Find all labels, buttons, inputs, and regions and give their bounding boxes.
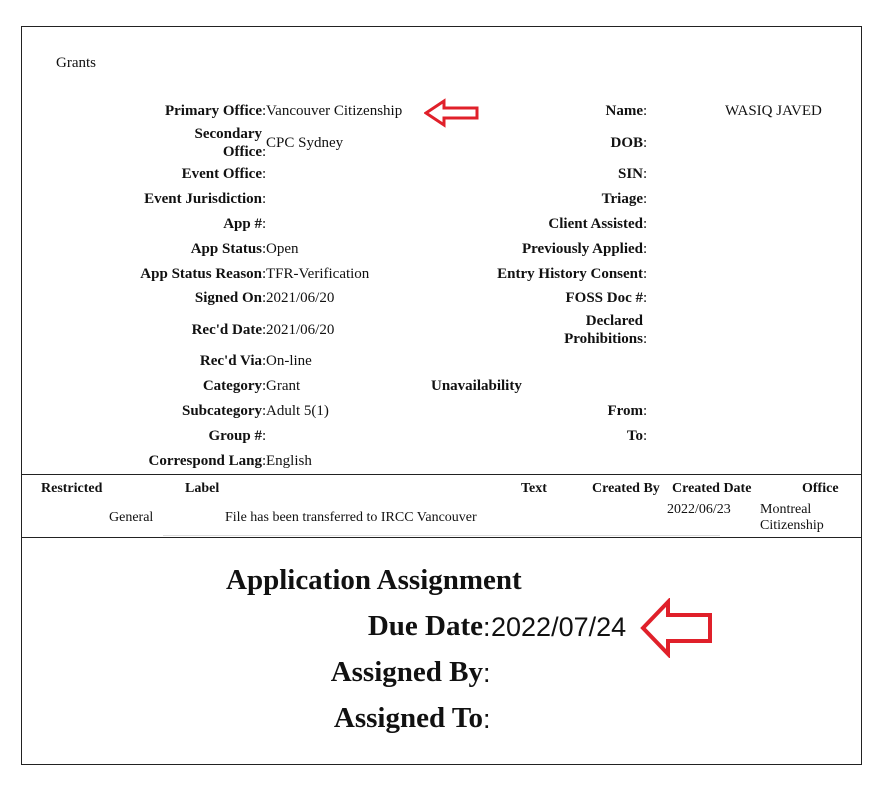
colon: : [643, 216, 648, 232]
column-header-text: Text [521, 481, 547, 496]
due-date-label: Due Date [367, 610, 483, 642]
entry-history-consent-label: Entry History Consent [497, 266, 643, 282]
correspond-lang-value: English [266, 453, 312, 469]
app-status-label: App Status [190, 241, 262, 257]
colon: : [262, 191, 267, 207]
column-header-created-date: Created Date [672, 481, 752, 496]
colon: : [262, 290, 267, 306]
colon: : [262, 322, 267, 338]
primary-office-value: Vancouver Citizenship [266, 103, 403, 119]
colon: : [643, 135, 648, 151]
recd-via-label: Rec'd Via [199, 353, 262, 369]
group-number-label: Group # [208, 428, 262, 444]
colon: : [643, 241, 648, 257]
unavailability-heading: Unavailability [431, 378, 522, 394]
colon: : [643, 403, 648, 419]
annotation-arrow-left-icon [640, 598, 714, 658]
colon: : [643, 331, 648, 347]
correspond-lang-label: Correspond Lang [148, 453, 262, 469]
category-label: Category [202, 378, 262, 394]
divider [21, 474, 862, 475]
colon: : [262, 403, 267, 419]
colon: : [643, 166, 648, 182]
secondary-office-label-line1: Secondary [194, 126, 262, 142]
colon: : [643, 103, 648, 119]
colon: : [262, 103, 267, 119]
subcategory-value: Adult 5(1) [266, 403, 329, 419]
row-office-line2: Citizenship [760, 518, 824, 533]
dob-label: DOB [610, 135, 643, 151]
divider [21, 537, 862, 538]
category-value: Grant [266, 378, 301, 394]
secondary-office-label-line2: Office [222, 144, 262, 160]
name-value: WASIQ JAVED [725, 103, 822, 119]
secondary-office-value: CPC Sydney [266, 135, 344, 151]
arrow-shape [643, 602, 710, 654]
colon: : [643, 290, 648, 306]
recd-date-label: Rec'd Date [191, 322, 262, 338]
subcategory-label: Subcategory [182, 403, 262, 419]
colon: : [643, 191, 648, 207]
triage-label: Triage [601, 191, 643, 207]
column-header-label: Label [185, 481, 220, 496]
column-header-office: Office [802, 481, 839, 496]
colon: : [262, 266, 267, 282]
colon: : [262, 453, 267, 469]
colon: : [262, 166, 267, 182]
column-header-restricted: Restricted [41, 481, 103, 496]
sin-label: SIN [617, 166, 643, 182]
row-label: General [109, 510, 154, 525]
declared-prohibitions-label-line1: Declared [585, 313, 643, 329]
colon: : [483, 704, 491, 734]
primary-office-label: Primary Office [164, 103, 262, 119]
section-title: Grants [56, 55, 96, 71]
colon: : [262, 144, 267, 160]
colon: : [483, 612, 491, 642]
due-date-value: 2022/07/24 [491, 612, 627, 642]
event-jurisdiction-label: Event Jurisdiction [144, 191, 262, 207]
app-status-reason-label: App Status Reason [140, 266, 262, 282]
app-number-label: App # [223, 216, 262, 232]
signed-on-label: Signed On [194, 290, 262, 306]
colon: : [643, 428, 648, 444]
assigned-by-label: Assigned By [330, 656, 483, 688]
row-created-date: 2022/06/23 [667, 502, 731, 517]
assignment-title: Application Assignment [226, 564, 522, 596]
app-status-value: Open [266, 241, 299, 257]
colon: : [262, 428, 267, 444]
recd-via-value: On-line [266, 353, 312, 369]
client-assisted-label: Client Assisted [548, 216, 643, 232]
assigned-to-label: Assigned To [333, 702, 483, 734]
colon: : [483, 658, 491, 688]
event-office-label: Event Office [181, 166, 262, 182]
colon: : [262, 378, 267, 394]
column-header-created-by: Created By [592, 481, 660, 496]
from-label: From [607, 403, 643, 419]
to-label: To [626, 428, 643, 444]
name-label: Name [605, 103, 643, 119]
foss-doc-label: FOSS Doc # [565, 290, 643, 306]
app-status-reason-value: TFR-Verification [266, 266, 370, 282]
colon: : [262, 353, 267, 369]
row-office-line1: Montreal [760, 502, 812, 517]
signed-on-value: 2021/06/20 [266, 290, 335, 306]
declared-prohibitions-label-line2: Prohibitions [564, 331, 643, 347]
colon: : [262, 241, 267, 257]
previously-applied-label: Previously Applied [522, 241, 643, 257]
recd-date-value: 2021/06/20 [266, 322, 335, 338]
row-underline [163, 535, 720, 536]
colon: : [643, 266, 648, 282]
colon: : [262, 216, 267, 232]
row-text: File has been transferred to IRCC Vancouver [225, 510, 477, 525]
